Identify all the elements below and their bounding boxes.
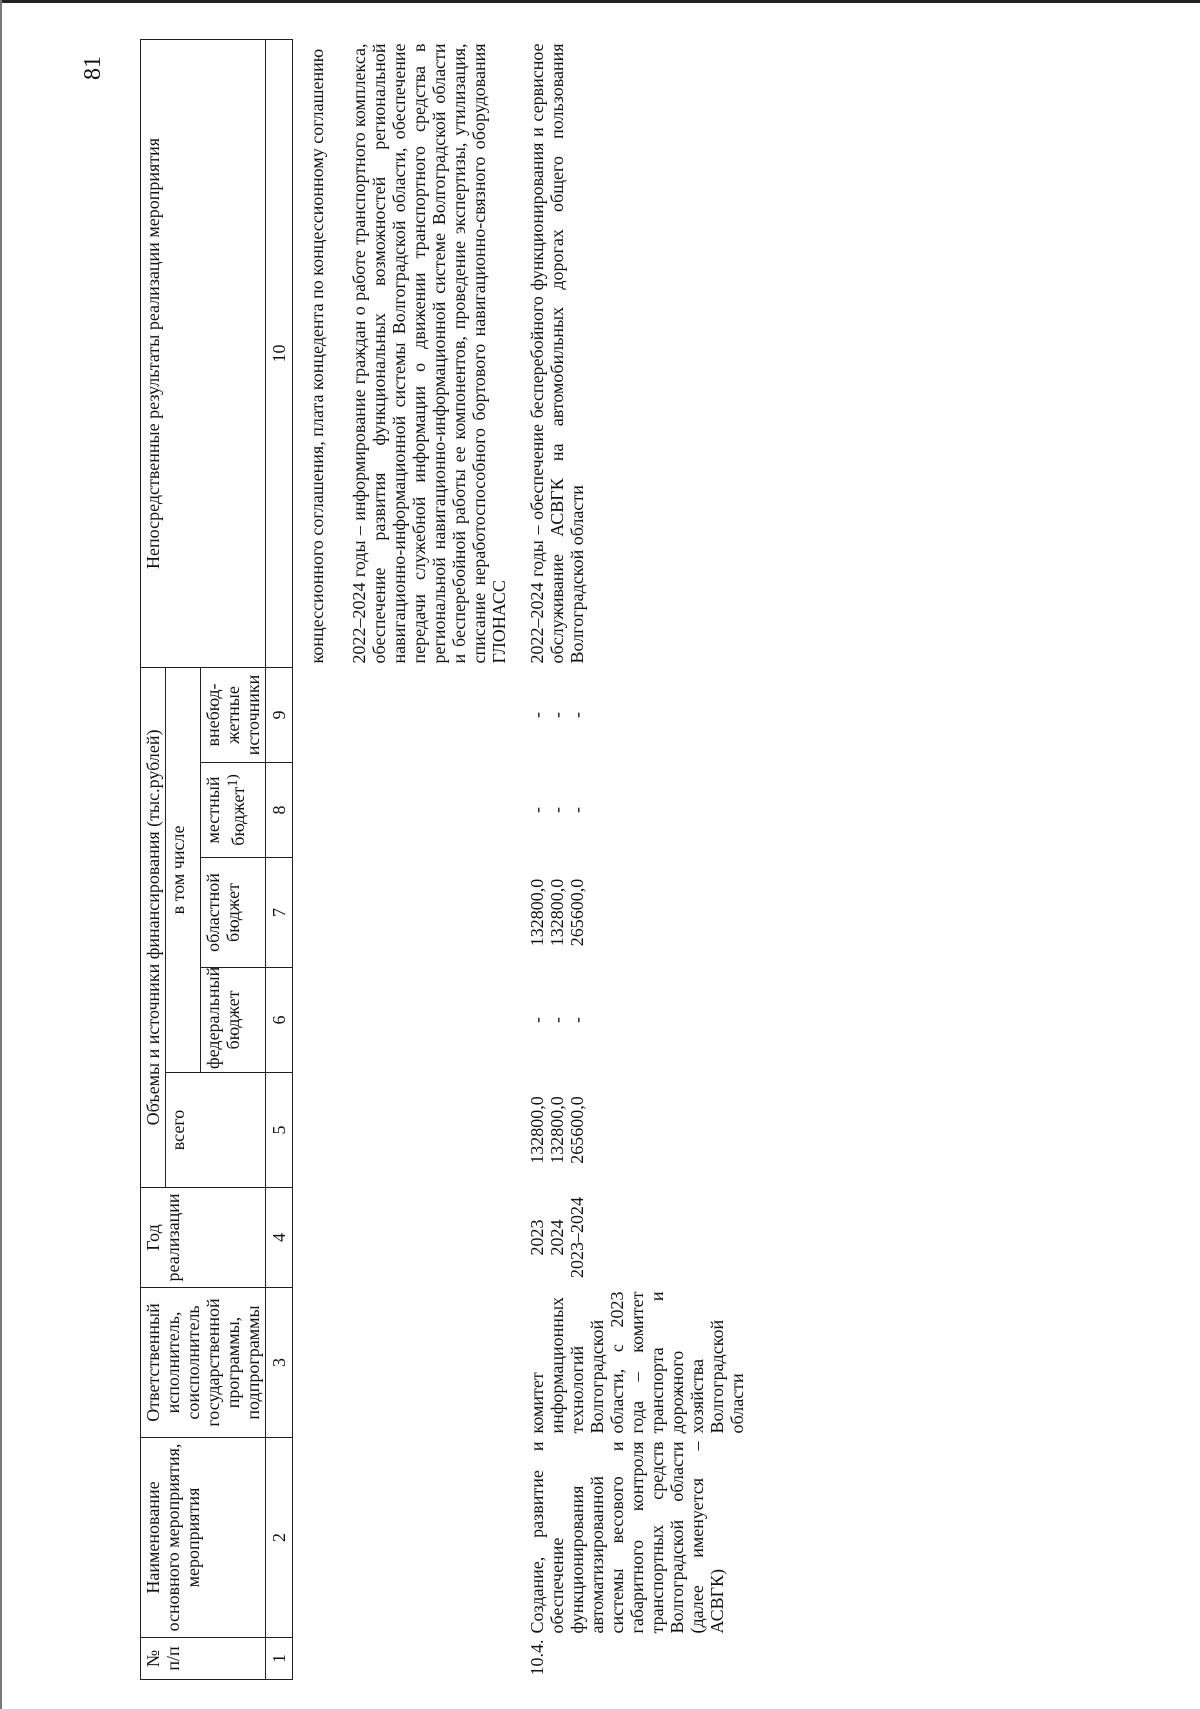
row-federal: [513, 968, 751, 1073]
header-total: всего: [166, 1073, 266, 1188]
column-number: 1: [266, 1638, 293, 1680]
page-number: 81: [80, 56, 106, 80]
header-local-text: местный бюджет: [203, 776, 248, 846]
column-number: 8: [266, 763, 293, 858]
column-number-row: [266, 39, 293, 1679]
local-value: -: [527, 807, 547, 813]
continuation-result: [293, 39, 514, 667]
local-value: -: [567, 807, 587, 813]
federal-value: -: [547, 1017, 567, 1023]
column-number: 10: [266, 39, 293, 667]
row-regional: [513, 858, 751, 968]
rotated-page: [140, 40, 1150, 1680]
row-result: 2022–2024 годы – обеспечение бесперебойного функционирования и сервисное обслуживание АСВГК на автомобильных дорогах общего пользования Волгоградской области: [527, 43, 587, 664]
regional-value: 132800,0: [547, 878, 567, 947]
header-name: Наименование основного мероприятия, мероприятия: [141, 1438, 266, 1638]
row-responsible: комитет информационных технологий Волгоградской области, с 2023 года – комитет транспорта и дорожного хозяйства Волгоградской области: [527, 1291, 747, 1434]
continuation-result-text-2: 2022–2024 годы – информирование граждан о работе транспортного комплекса, обеспечение развития функциональных возможностей региональной навигационно-информационной системы Волгоградской области, обеспечение передачи служебной информации о движении транспортного средства в региональной навигационно-информационной системе Волгоградской области и бесперебойной работы ее компонентов, проведение экспертизы, утилизация, списание неработоспособного бортового навигационно-связного оборудования ГЛОНАСС: [349, 43, 509, 664]
year-value: 2023–2024: [567, 1197, 587, 1278]
header-federal: федеральный бюджет: [201, 968, 266, 1073]
program-table: [140, 39, 751, 1680]
header-responsible: Ответственный исполнитель, соисполнитель государственной программы, подпрограммы: [141, 1288, 266, 1438]
regional-value: 132800,0: [527, 878, 547, 947]
column-number: 6: [266, 968, 293, 1073]
total-value: 265600,0: [567, 1096, 587, 1164]
continuation-result-text: концессионного соглашения, плата концедента по концессионному соглашению: [307, 48, 327, 664]
total-value: 132800,0: [547, 1096, 567, 1164]
column-number: 9: [266, 667, 293, 762]
column-number: 3: [266, 1288, 293, 1438]
external-value: -: [567, 711, 587, 718]
header-external: внебюд-жетные источники: [201, 667, 266, 762]
row-name: Создание, развитие и обеспечение функционирования автоматизированной системы весового и габаритного контроля транспортных средств Волгоградской области (далее именуется – АСВГК): [527, 1441, 727, 1634]
row-local: [513, 763, 751, 858]
column-number: 2: [266, 1438, 293, 1638]
federal-value: -: [527, 1017, 547, 1023]
local-value: -: [547, 807, 567, 813]
row-number: 10.4.: [527, 1639, 547, 1676]
total-value: 132800,0: [527, 1096, 547, 1164]
year-value: 2024: [547, 1219, 567, 1256]
external-value: -: [527, 711, 547, 718]
left-scan-edge: [0, 0, 2, 1709]
top-border-line: [0, 0, 1200, 3]
external-value: -: [547, 711, 567, 718]
year-value: 2023: [527, 1219, 547, 1256]
column-number: 4: [266, 1188, 293, 1288]
row-years: [513, 1188, 751, 1288]
header-num: № п/п: [141, 1638, 266, 1680]
header-regional: областной бюджет: [201, 858, 266, 968]
header-local: [201, 763, 266, 858]
row-total: [513, 1073, 751, 1188]
federal-value: -: [567, 1017, 587, 1023]
header-year: Год реализации: [141, 1188, 266, 1288]
table-row-10-4: [513, 39, 751, 1679]
regional-value: 265600,0: [567, 878, 587, 947]
row-external: [513, 667, 751, 762]
header-result: Непосредственные результаты реализации мероприятия: [141, 39, 266, 667]
column-number: 5: [266, 1073, 293, 1188]
header-including: в том числе: [166, 667, 201, 1072]
column-number: 7: [266, 858, 293, 968]
header-funding: Объемы и источники финансирования (тыс.рублей): [141, 667, 166, 1187]
continuation-row: [293, 39, 514, 1679]
header-local-footnote: 1): [225, 774, 241, 787]
